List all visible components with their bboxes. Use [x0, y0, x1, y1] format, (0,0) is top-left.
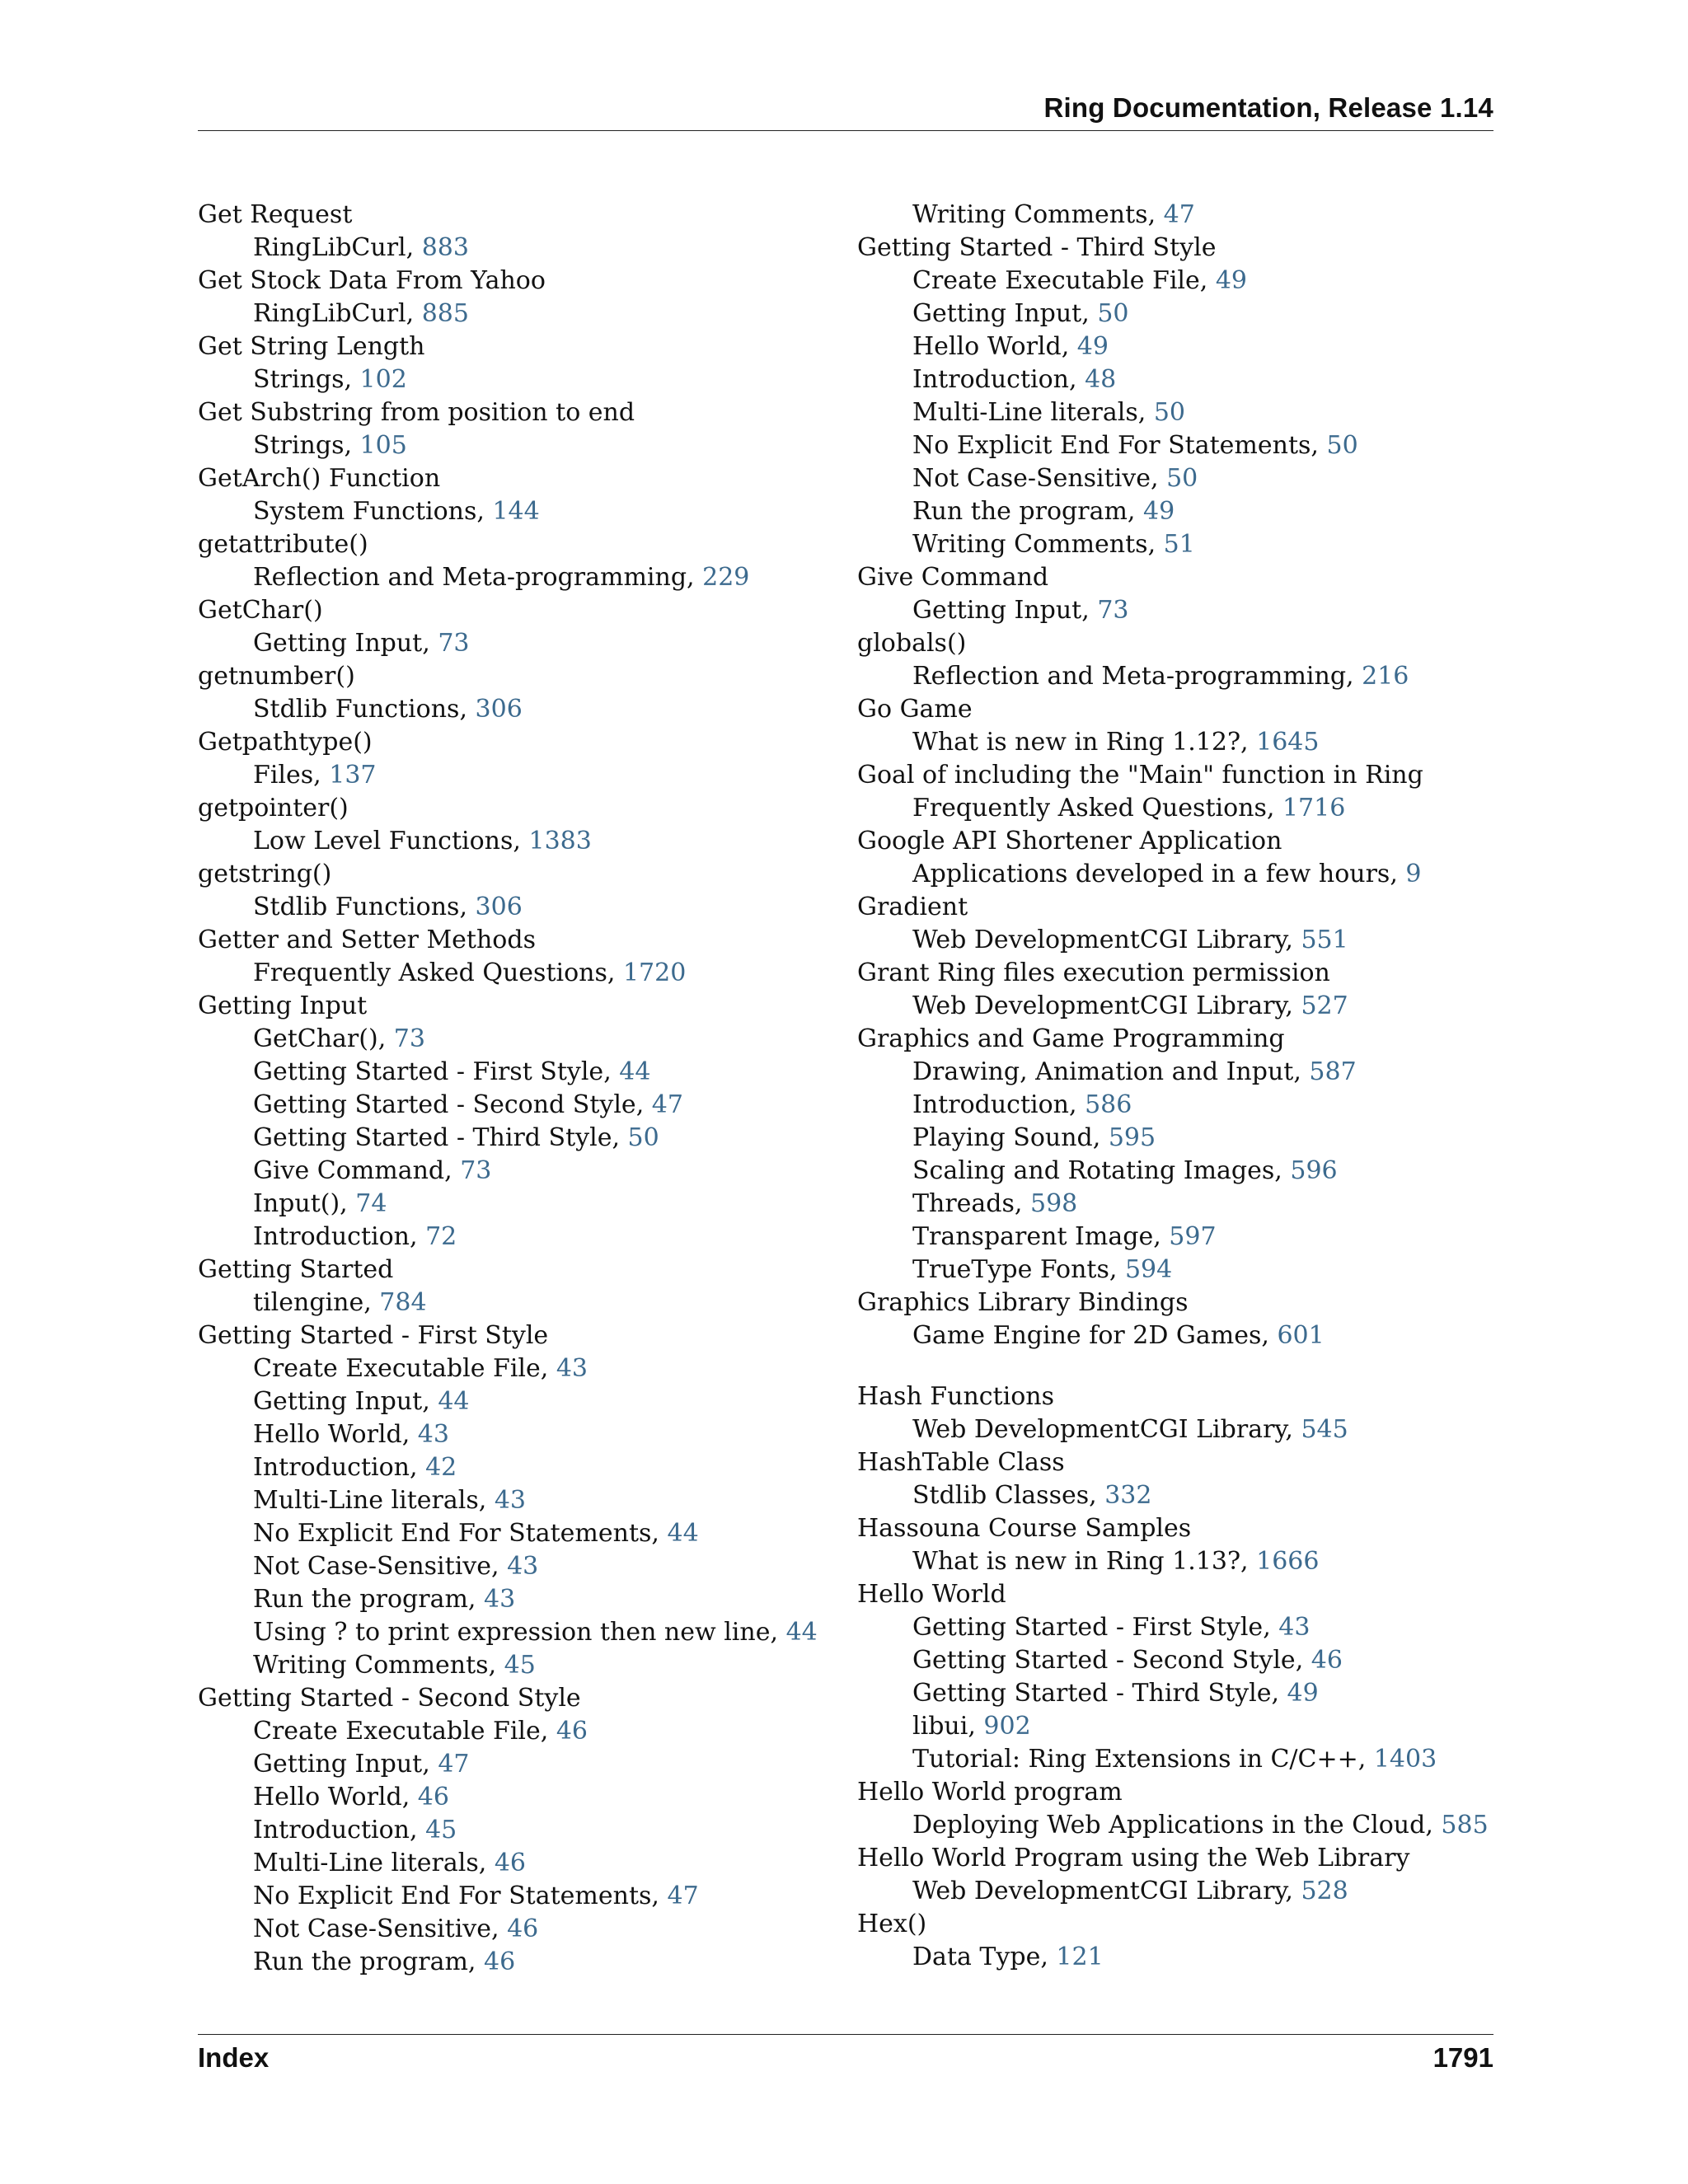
index-term: HashTable Class	[857, 1448, 1065, 1477]
index-entry	[198, 396, 849, 462]
index-subentry: Run the program, 49	[912, 497, 1175, 526]
subentry-label: Getting Started - Second Style	[912, 1646, 1296, 1675]
page-link[interactable]: 43	[1278, 1613, 1311, 1642]
index-subentry: Not Case-Sensitive, 43	[253, 1552, 539, 1581]
index-entry	[857, 1776, 1500, 1842]
page-link[interactable]: 883	[421, 233, 469, 262]
index-subentry: Deploying Web Applications in the Cloud, 585	[912, 1811, 1489, 1840]
index-subentry: Getting Input, 50	[912, 299, 1129, 328]
subentry-label: Run the program	[253, 1947, 468, 1976]
index-subentry: Reflection and Meta-programming, 229	[253, 563, 750, 592]
footer-divider	[198, 2034, 1493, 2035]
index-term: Get Stock Data From Yahoo	[198, 266, 546, 295]
index-entry	[198, 1254, 849, 1319]
index-term: getpointer()	[198, 794, 349, 823]
index-subentry: Introduction, 42	[253, 1453, 457, 1482]
page-link[interactable]: 216	[1362, 662, 1409, 691]
subentry-label: Low Level Functions	[253, 827, 513, 855]
index-subentry: RingLibCurl, 885	[253, 299, 469, 328]
subentry-label: Web DevelopmentCGI Library	[912, 926, 1286, 954]
subentry-label: Web DevelopmentCGI Library	[912, 1877, 1286, 1905]
subentry-label: Scaling and Rotating Images	[912, 1156, 1275, 1185]
index-term: Go Game	[857, 695, 973, 724]
index-term: Give Command	[857, 563, 1049, 592]
index-entry	[857, 561, 1500, 627]
page-link[interactable]: 73	[1097, 596, 1129, 625]
index-subentry: Multi-Line literals, 50	[912, 398, 1186, 427]
page-link[interactable]: 885	[421, 299, 469, 328]
page-link[interactable]: 50	[1153, 398, 1186, 427]
page-link[interactable]: 74	[355, 1189, 387, 1218]
index-subentry: Hello World, 43	[253, 1420, 449, 1449]
subentry-label: Introduction	[253, 1222, 410, 1251]
subentry-label: Getting Started - First Style	[253, 1057, 604, 1086]
index-term: Getter and Setter Methods	[198, 926, 536, 954]
subentry-label: Introduction	[912, 1090, 1069, 1119]
index-term: Getting Started	[198, 1255, 394, 1284]
subentry-label: Game Engine for 2D Games	[912, 1321, 1262, 1350]
page-link[interactable]: 47	[438, 1750, 470, 1779]
subentry-label: Web DevelopmentCGI Library	[912, 991, 1286, 1020]
page-link[interactable]: 44	[438, 1387, 470, 1416]
index-term: globals()	[857, 629, 967, 658]
subentry-label: Getting Input	[253, 1750, 423, 1779]
page-link[interactable]: 332	[1104, 1481, 1152, 1510]
page-link[interactable]: 46	[494, 1849, 527, 1877]
index-column-right	[857, 199, 1500, 1974]
index-entry	[198, 858, 849, 924]
subentry-label: RingLibCurl	[253, 233, 406, 262]
index-subentry: System Functions, 144	[253, 497, 540, 526]
subentry-label: Getting Started - Third Style	[912, 1679, 1272, 1708]
index-subentry: No Explicit End For Statements, 47	[253, 1882, 699, 1910]
page-link[interactable]: 50	[1326, 431, 1358, 460]
index-entry	[198, 265, 849, 330]
index-subentry: Drawing, Animation and Input, 587	[912, 1057, 1357, 1086]
subentry-label: Writing Comments	[912, 530, 1148, 559]
page-link[interactable]: 1716	[1282, 794, 1346, 823]
index-subentry: RingLibCurl, 883	[253, 233, 469, 262]
index-entry	[857, 825, 1500, 891]
index-subentry: Create Executable File, 49	[912, 266, 1248, 295]
index-entry	[198, 792, 849, 858]
subentry-label: Strings	[253, 431, 345, 460]
index-subentry: Writing Comments, 45	[253, 1651, 536, 1680]
page-link[interactable]: 551	[1301, 926, 1348, 954]
subentry-label: Applications developed in a few hours	[912, 860, 1390, 888]
index-entry	[857, 199, 1500, 232]
subentry-label: libui	[912, 1712, 968, 1741]
index-entry	[857, 1908, 1500, 1974]
page-link[interactable]: 594	[1124, 1255, 1173, 1284]
running-header-title: Ring Documentation, Release 1.14	[1043, 92, 1493, 123]
index-subentry: What is new in Ring 1.12?, 1645	[912, 728, 1320, 757]
page-link[interactable]: 45	[504, 1651, 536, 1680]
subentry-label: Getting Input	[253, 629, 423, 658]
index-term: Getting Started - Third Style	[857, 233, 1217, 262]
index-subentry: Using ? to print expression then new line, 44	[253, 1618, 818, 1647]
index-subentry: No Explicit End For Statements, 44	[253, 1519, 699, 1548]
index-entry	[857, 1842, 1500, 1908]
index-subentry: Web DevelopmentCGI Library, 527	[912, 991, 1348, 1020]
index-term: Getting Started - First Style	[198, 1321, 549, 1350]
index-entry	[857, 1023, 1500, 1286]
subentry-label: Data Type	[912, 1943, 1041, 1971]
page-link[interactable]: 306	[475, 695, 523, 724]
index-subentry: Getting Input, 47	[253, 1750, 470, 1779]
subentry-label: Files	[253, 761, 314, 790]
index-subentry: Playing Sound, 595	[912, 1123, 1156, 1152]
index-subentry: No Explicit End For Statements, 50	[912, 431, 1358, 460]
index-term: Getpathtype()	[198, 728, 373, 757]
index-subentry: Strings, 105	[253, 431, 407, 460]
subentry-label: Getting Started - Second Style	[253, 1090, 636, 1119]
subentry-label: Web DevelopmentCGI Library	[912, 1415, 1286, 1444]
page-link[interactable]: 9	[1405, 860, 1422, 888]
page-link[interactable]: 527	[1301, 991, 1348, 1020]
subentry-label: Playing Sound	[912, 1123, 1093, 1152]
page-link[interactable]: 43	[507, 1552, 539, 1581]
subentry-label: No Explicit End For Statements	[253, 1882, 652, 1910]
subentry-label: Tutorial: Ring Extensions in C/C++	[912, 1745, 1358, 1774]
page-link[interactable]: 45	[425, 1816, 457, 1844]
page-link[interactable]: 42	[425, 1453, 457, 1482]
index-subentry: Hello World, 46	[253, 1783, 449, 1811]
index-entry	[857, 891, 1500, 957]
index-term: Hello World Program using the Web Library	[857, 1844, 1410, 1872]
index-term: Graphics and Game Programming	[857, 1024, 1285, 1053]
index-subentry: libui, 902	[912, 1712, 1031, 1741]
index-subentry: Stdlib Functions, 306	[253, 695, 523, 724]
page-link[interactable]: 46	[1311, 1646, 1343, 1675]
subentry-label: Transparent Image	[912, 1222, 1154, 1251]
index-entry	[857, 232, 1500, 561]
index-subentry: Not Case-Sensitive, 46	[253, 1915, 539, 1943]
index-subentry: Input(), 74	[253, 1189, 387, 1218]
index-subentry: Files, 137	[253, 761, 377, 790]
index-entry	[198, 594, 849, 660]
page-link[interactable]: 1720	[622, 958, 687, 987]
index-subentry: Scaling and Rotating Images, 596	[912, 1156, 1338, 1185]
page-link[interactable]: 105	[359, 431, 407, 460]
index-subentry: Data Type, 121	[912, 1943, 1104, 1971]
page-link[interactable]: 72	[425, 1222, 457, 1251]
index-subentry: Frequently Asked Questions, 1720	[253, 958, 687, 987]
index-term: Goal of including the "Main" function in Ring	[857, 761, 1423, 790]
index-subentry: Getting Started - Third Style, 49	[912, 1679, 1319, 1708]
page-link[interactable]: 48	[1085, 365, 1117, 394]
page-link[interactable]: 44	[619, 1057, 651, 1086]
index-subentry: Introduction, 48	[912, 365, 1117, 394]
page-link[interactable]: 51	[1163, 530, 1195, 559]
page-link[interactable]: 73	[393, 1024, 425, 1053]
page-link[interactable]: 44	[785, 1618, 818, 1647]
index-entry	[857, 957, 1500, 1023]
subentry-label: Stdlib Functions	[253, 893, 460, 921]
header-divider	[198, 130, 1493, 131]
index-subentry: Introduction, 72	[253, 1222, 457, 1251]
index-entry	[857, 1446, 1500, 1512]
index-term: Get Substring from position to end	[198, 398, 635, 427]
subentry-label: Stdlib Functions	[253, 695, 460, 724]
index-term: Gradient	[857, 893, 968, 921]
subentry-label: Give Command	[253, 1156, 445, 1185]
index-subentry: Low Level Functions, 1383	[253, 827, 592, 855]
index-term: Hex()	[857, 1910, 927, 1938]
subentry-label: Introduction	[253, 1816, 410, 1844]
subentry-label: Frequently Asked Questions	[253, 958, 607, 987]
subentry-label: Not Case-Sensitive	[253, 1915, 491, 1943]
subentry-label: No Explicit End For Statements	[253, 1519, 652, 1548]
page-link[interactable]: 585	[1441, 1811, 1489, 1840]
page-link[interactable]: 144	[492, 497, 540, 526]
page-link[interactable]: 49	[1287, 1679, 1319, 1708]
index-subentry: Stdlib Classes, 332	[912, 1481, 1152, 1510]
index-subentry: Hello World, 49	[912, 332, 1109, 361]
page-link[interactable]: 1645	[1256, 728, 1320, 757]
index-subentry: Frequently Asked Questions, 1716	[912, 794, 1346, 823]
index-entry	[857, 693, 1500, 759]
subentry-label: Not Case-Sensitive	[253, 1552, 491, 1581]
page-link[interactable]: 597	[1169, 1222, 1217, 1251]
index-subentry: Getting Input, 73	[253, 629, 470, 658]
page-link[interactable]: 1666	[1256, 1547, 1320, 1576]
page-link[interactable]: 47	[651, 1090, 683, 1119]
page-link[interactable]: 528	[1301, 1877, 1348, 1905]
index-entry	[857, 1512, 1500, 1578]
index-entry	[198, 924, 849, 990]
page-link[interactable]: 49	[1076, 332, 1109, 361]
index-term: Hello World program	[857, 1778, 1123, 1807]
index-subentry: Introduction, 45	[253, 1816, 457, 1844]
index-column-left	[198, 199, 849, 1979]
subentry-label: Stdlib Classes	[912, 1481, 1090, 1510]
index-entry	[857, 1286, 1500, 1352]
subentry-label: Threads	[912, 1189, 1015, 1218]
subentry-label: TrueType Fonts	[912, 1255, 1109, 1284]
footer-section-label: Index	[198, 2042, 270, 2073]
index-subentry: Multi-Line literals, 46	[253, 1849, 527, 1877]
subentry-label: Hello World	[253, 1420, 402, 1449]
subentry-label: Reflection and Meta-programming	[912, 662, 1347, 691]
page-link[interactable]: 43	[417, 1420, 449, 1449]
index-subentry: Game Engine for 2D Games, 601	[912, 1321, 1325, 1350]
letter-group-gap	[857, 1352, 1500, 1380]
index-subentry: Writing Comments, 47	[912, 200, 1195, 229]
index-term: Hello World	[857, 1580, 1006, 1609]
index-term: getnumber()	[198, 662, 355, 691]
subentry-label: Reflection and Meta-programming	[253, 563, 687, 592]
page-link[interactable]: 73	[438, 629, 470, 658]
subentry-label: Strings	[253, 365, 345, 394]
index-subentry: What is new in Ring 1.13?, 1666	[912, 1547, 1320, 1576]
index-subentry: Getting Started - Second Style, 46	[912, 1646, 1343, 1675]
subentry-label: Getting Input	[912, 299, 1082, 328]
subentry-label: Getting Input	[253, 1387, 423, 1416]
index-entry	[857, 759, 1500, 825]
page-link[interactable]: 50	[1166, 464, 1198, 493]
index-entry	[198, 462, 849, 528]
page-link[interactable]: 46	[417, 1783, 449, 1811]
page-link[interactable]: 49	[1143, 497, 1175, 526]
page-link[interactable]: 43	[494, 1486, 527, 1515]
subentry-label: Getting Started - Third Style	[253, 1123, 612, 1152]
page-link[interactable]: 586	[1085, 1090, 1132, 1119]
index-subentry: Create Executable File, 43	[253, 1354, 588, 1383]
page-link[interactable]: 1383	[528, 827, 592, 855]
subentry-label: Using ? to print expression then new line	[253, 1618, 771, 1647]
index-subentry: Run the program, 46	[253, 1947, 516, 1976]
index-term: Google API Shortener Application	[857, 827, 1282, 855]
page-link[interactable]: 50	[627, 1123, 659, 1152]
subentry-label: RingLibCurl	[253, 299, 406, 328]
subentry-label: What is new in Ring 1.13?	[912, 1547, 1241, 1576]
index-subentry: TrueType Fonts, 594	[912, 1255, 1173, 1284]
page-link[interactable]: 595	[1108, 1123, 1156, 1152]
subentry-label: Not Case-Sensitive	[912, 464, 1151, 493]
index-term: Get String Length	[198, 332, 425, 361]
page-link[interactable]: 43	[484, 1585, 516, 1614]
index-subentry: Stdlib Functions, 306	[253, 893, 523, 921]
page-link[interactable]: 587	[1309, 1057, 1357, 1086]
page-link[interactable]: 102	[359, 365, 407, 394]
index-term: Hash Functions	[857, 1382, 1054, 1411]
page-link[interactable]: 601	[1277, 1321, 1325, 1350]
page-link[interactable]: 46	[507, 1915, 539, 1943]
subentry-label: Multi-Line literals	[253, 1486, 479, 1515]
index-subentry: Applications developed in a few hours, 9	[912, 860, 1422, 888]
page-link[interactable]: 229	[702, 563, 750, 592]
index-term: Hassouna Course Samples	[857, 1514, 1192, 1543]
index-subentry: Web DevelopmentCGI Library, 545	[912, 1415, 1348, 1444]
index-subentry: Threads, 598	[912, 1189, 1078, 1218]
page-link[interactable]: 46	[556, 1717, 588, 1746]
subentry-label: Hello World	[912, 332, 1062, 361]
subentry-label: Create Executable File	[912, 266, 1200, 295]
index-subentry: Writing Comments, 51	[912, 530, 1195, 559]
index-term: GetChar()	[198, 596, 323, 625]
index-subentry: Multi-Line literals, 43	[253, 1486, 527, 1515]
index-entry	[198, 990, 849, 1254]
subentry-label: tilengine	[253, 1288, 364, 1317]
index-entry	[198, 528, 849, 594]
index-subentry: Web DevelopmentCGI Library, 551	[912, 926, 1348, 954]
subentry-label: Writing Comments	[253, 1651, 489, 1680]
subentry-label: GetChar()	[253, 1024, 378, 1053]
subentry-label: Hello World	[253, 1783, 402, 1811]
page-link[interactable]: 902	[983, 1712, 1031, 1741]
index-entry	[857, 627, 1500, 693]
index-subentry: Give Command, 73	[253, 1156, 492, 1185]
index-term: Grant Ring files execution permission	[857, 958, 1330, 987]
index-term: GetArch() Function	[198, 464, 441, 493]
subentry-label: Run the program	[253, 1585, 468, 1614]
subentry-label: Run the program	[912, 497, 1128, 526]
index-term: Getting Started - Second Style	[198, 1684, 581, 1713]
subentry-label: System Functions	[253, 497, 477, 526]
page-link[interactable]: 598	[1030, 1189, 1078, 1218]
subentry-label: Multi-Line literals	[912, 398, 1138, 427]
page-link[interactable]: 137	[329, 761, 377, 790]
index-entry	[198, 726, 849, 792]
index-entry	[198, 1682, 849, 1979]
subentry-label: Getting Started - First Style	[912, 1613, 1264, 1642]
index-term: getattribute()	[198, 530, 368, 559]
index-subentry: Getting Started - Second Style, 47	[253, 1090, 683, 1119]
page-link[interactable]: 73	[460, 1156, 492, 1185]
subentry-label: Deploying Web Applications in the Cloud	[912, 1811, 1426, 1840]
index-subentry: Getting Input, 73	[912, 596, 1129, 625]
index-entry	[857, 1578, 1500, 1776]
subentry-label: Input()	[253, 1189, 340, 1218]
index-subentry: Introduction, 586	[912, 1090, 1132, 1119]
subentry-label: Introduction	[912, 365, 1069, 394]
index-subentry: GetChar(), 73	[253, 1024, 425, 1053]
subentry-label: Multi-Line literals	[253, 1849, 479, 1877]
page-link[interactable]: 47	[1163, 200, 1195, 229]
index-subentry: tilengine, 784	[253, 1288, 427, 1317]
index-subentry: Run the program, 43	[253, 1585, 516, 1614]
index-subentry: Create Executable File, 46	[253, 1717, 588, 1746]
subentry-label: Writing Comments	[912, 200, 1148, 229]
index-subentry: Getting Started - First Style, 44	[253, 1057, 651, 1086]
page-link[interactable]: 46	[484, 1947, 516, 1976]
subentry-label: Create Executable File	[253, 1717, 541, 1746]
index-term: getstring()	[198, 860, 332, 888]
page-link[interactable]: 306	[475, 893, 523, 921]
subentry-label: What is new in Ring 1.12?	[912, 728, 1241, 757]
page-link[interactable]: 545	[1301, 1415, 1348, 1444]
index-subentry: Strings, 102	[253, 365, 407, 394]
page-link[interactable]: 784	[379, 1288, 427, 1317]
index-subentry: Web DevelopmentCGI Library, 528	[912, 1877, 1348, 1905]
subentry-label: Drawing, Animation and Input	[912, 1057, 1294, 1086]
page-link[interactable]: 43	[556, 1354, 588, 1383]
index-subentry: Transparent Image, 597	[912, 1222, 1217, 1251]
index-entry	[857, 1380, 1500, 1446]
index-term: Graphics Library Bindings	[857, 1288, 1189, 1317]
subentry-label: Frequently Asked Questions	[912, 794, 1267, 823]
index-subentry: Not Case-Sensitive, 50	[912, 464, 1198, 493]
page-link[interactable]: 121	[1056, 1943, 1104, 1971]
index-entry	[198, 330, 849, 396]
index-entry	[198, 660, 849, 726]
page-link[interactable]: 1403	[1373, 1745, 1437, 1774]
index-entry	[198, 199, 849, 265]
subentry-label: Introduction	[253, 1453, 410, 1482]
index-subentry: Getting Input, 44	[253, 1387, 470, 1416]
page-link[interactable]: 47	[667, 1882, 699, 1910]
subentry-label: No Explicit End For Statements	[912, 431, 1311, 460]
page-link[interactable]: 44	[667, 1519, 699, 1548]
footer-page-number: 1791	[1432, 2042, 1493, 2073]
page-link[interactable]: 596	[1290, 1156, 1338, 1185]
subentry-label: Create Executable File	[253, 1354, 541, 1383]
index-subentry: Reflection and Meta-programming, 216	[912, 662, 1409, 691]
index-subentry: Getting Started - Third Style, 50	[253, 1123, 659, 1152]
page-link[interactable]: 49	[1215, 266, 1248, 295]
index-subentry: Getting Started - First Style, 43	[912, 1613, 1311, 1642]
subentry-label: Getting Input	[912, 596, 1082, 625]
index-term: Getting Input	[198, 991, 368, 1020]
index-entry	[198, 1319, 849, 1682]
index-subentry: Tutorial: Ring Extensions in C/C++, 1403	[912, 1745, 1437, 1774]
index-term: Get Request	[198, 200, 353, 229]
page-link[interactable]: 50	[1097, 299, 1129, 328]
